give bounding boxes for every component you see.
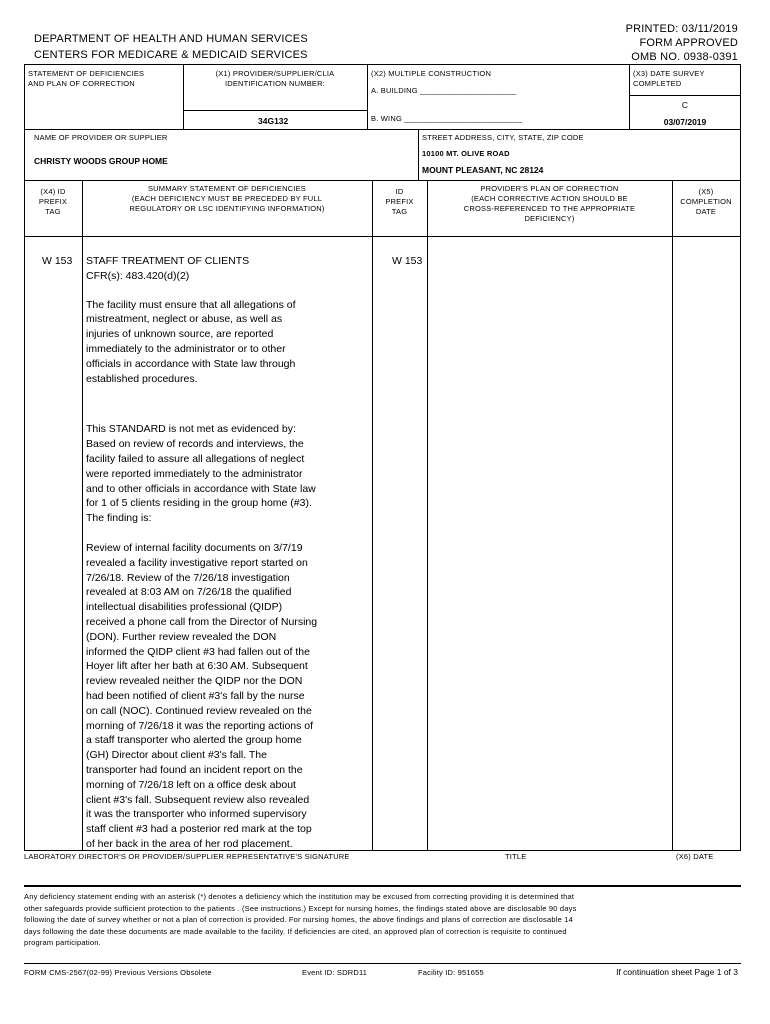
x1-value: 34G132 — [258, 116, 289, 126]
column-x4-header: (X4) ID PREFIX TAG — [38, 187, 68, 216]
x6-date-label: (X6) DATE — [676, 852, 714, 861]
wing-label: B. WING ___________________________ — [371, 114, 523, 123]
omb-number: OMB NO. 0938-0391 — [631, 51, 738, 63]
column-plan-header: PROVIDER'S PLAN OF CORRECTION (EACH CORRECTIVE ACTION SHOULD BE CROSS-REFERENCED TO THE APPROPRIATE DEFICIENCY) — [463, 184, 636, 223]
column-x5-header: (X5) COMPLETION DATE — [680, 187, 732, 216]
divider-col-summary — [372, 180, 373, 850]
footer-page: If continuation sheet Page 1 of 3 — [616, 967, 738, 977]
finding-summary: This STANDARD is not met as evidenced by: Based on review of records and interviews, the facility failed to assure all allegations of neglect were reported immediately to the administrator and to other officials in accordance with State law for 1 of 5 clients residing in the group home (#3). The finding is: — [86, 423, 316, 525]
deficiency-tag: W 153 — [42, 255, 73, 267]
form-approved: FORM APPROVED — [639, 37, 738, 49]
title-label: TITLE — [505, 852, 527, 861]
footer-event-id: Event ID: SDRD11 — [302, 968, 368, 977]
address-line-2: MOUNT PLEASANT, NC 28124 — [422, 165, 544, 175]
address-line-1: 10100 MT. OLIVE ROAD — [422, 149, 510, 158]
statement-label: STATEMENT OF DEFICIENCIES AND PLAN OF CORRECTION — [28, 69, 145, 88]
deficiency-cfr: CFR(s): 483.420(d)(2) — [86, 269, 190, 282]
rule-signature — [24, 850, 741, 851]
column-id-header: ID PREFIX TAG — [385, 187, 414, 216]
rule-footer — [24, 963, 741, 964]
rule-body — [24, 236, 741, 237]
column-summary-header: SUMMARY STATEMENT OF DEFICIENCIES (EACH DEFICIENCY MUST BE PRECEDED BY FULL REGULATORY OR LSC IDENTIFYING INFORMATION) — [129, 184, 325, 213]
divider-address — [418, 129, 419, 180]
divider-col-x4 — [82, 180, 83, 850]
border-right — [740, 64, 741, 850]
divider-x2 — [367, 64, 368, 129]
building-label: A. BUILDING ______________________ — [371, 86, 517, 95]
printed-date: PRINTED: 03/11/2019 — [625, 23, 738, 35]
x1-label: (X1) PROVIDER/SUPPLIER/CLIA IDENTIFICATION NUMBER: — [215, 69, 335, 88]
divider-x1 — [183, 64, 184, 129]
x3-date: 03/07/2019 — [663, 117, 707, 127]
divider-col-plan — [672, 180, 673, 850]
provider-name: CHRISTY WOODS GROUP HOME — [34, 156, 168, 166]
rule-x1 — [183, 110, 367, 111]
regulation-text: The facility must ensure that all allegations of mistreatment, neglect or abuse, as well as injuries of unknown source, are reported immediately to the administrator or to other officials in accordance with State law through established procedures. — [86, 298, 296, 385]
finding-detail: Review of internal facility documents on 3/7/19 revealed a facility investigative report started on 7/26/18. Review of the 7/26/18 investigation revealed at 8:03 AM on 7/26/18 the qualified intellectual disabilities professional (QIDP) received a phone call from the Director of Nursing (DON). Further review revealed the DON informed the QIDP client #3 had fallen out of the Hoyer lift after her bath at 6:30 AM. Subsequent review revealed neither the QIDP nor the DON had been notified of client #3's fall by the nurse on call (NOC). Continued review revealed on the morning of 7/26/18 it was the reporting actions of a staff transporter who alerted the group home (GH) Director about client #3's fall. The transporter had found an incident report on the morning of 7/26/18 left on a office desk about client #3's fall. Subsequent review also revealed it was the transporter who informed supervisory staff client #3 had a posterior red mark at the top of her back in the area of her rod placement. — [86, 541, 318, 850]
rule-columns — [24, 180, 741, 181]
x2-label: (X2) MULTIPLE CONSTRUCTION — [371, 69, 492, 78]
divider-col-id — [427, 180, 428, 850]
border-left — [24, 64, 25, 850]
rule-x3 — [629, 95, 741, 96]
rule-signature-bottom — [24, 885, 741, 887]
provider-label: NAME OF PROVIDER OR SUPPLIER — [34, 133, 168, 142]
rule-top — [24, 64, 741, 65]
x3-label: (X3) DATE SURVEY COMPLETED — [633, 69, 705, 88]
department-line-1: DEPARTMENT OF HEALTH AND HUMAN SERVICES — [34, 33, 308, 45]
footer-form-number: FORM CMS-2567(02-99) Previous Versions Obsolete — [24, 968, 212, 977]
disclaimer-text: Any deficiency statement ending with an asterisk (*) denotes a deficiency which the institution may be excused from correcting providing it is determined that other safeguards provide sufficient protection to the patients . (See instructions.) Except for nursing homes, the findings stated above are disclosable 90 days following the date of survey whether or not a plan of correction is provided. For nursing homes, the above findings and plans of correction are disclosable 14 days following the date these documents are made available to the facility. If deficiencies are cited, an approved plan of correction is requisite to continued program participation. — [24, 892, 577, 947]
deficiency-title: STAFF TREATMENT OF CLIENTS — [86, 255, 250, 267]
x3-code: C — [681, 100, 689, 110]
footer-facility-id: Facility ID: 951655 — [418, 968, 484, 977]
rule-provider — [24, 129, 741, 130]
deficiency-content — [86, 254, 370, 852]
department-line-2: CENTERS FOR MEDICARE & MEDICAID SERVICES — [34, 49, 308, 61]
signature-label: LABORATORY DIRECTOR'S OR PROVIDER/SUPPLIER REPRESENTATIVE'S SIGNATURE — [24, 852, 350, 861]
address-label: STREET ADDRESS, CITY, STATE, ZIP CODE — [422, 133, 584, 142]
id-prefix-tag: W 153 — [392, 255, 423, 267]
